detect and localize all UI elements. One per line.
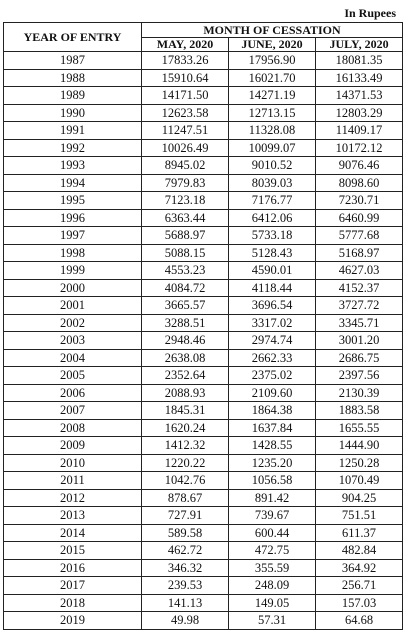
table-row <box>4 174 403 192</box>
may-2020-cell: 462.72 <box>142 542 229 560</box>
table-row <box>4 507 403 525</box>
may-2020-cell: 727.91 <box>142 507 229 525</box>
table-row <box>4 297 403 315</box>
year-cell: 2014 <box>4 524 142 542</box>
june-2020-cell: 1235.20 <box>229 454 316 472</box>
may-2020-cell: 10026.49 <box>142 139 229 157</box>
year-cell: 1999 <box>4 262 142 280</box>
july-2020-cell: 2397.56 <box>316 367 403 385</box>
june-2020-cell: 739.67 <box>229 507 316 525</box>
july-2020-cell: 5777.68 <box>316 227 403 245</box>
july-2020-cell: 11409.17 <box>316 122 403 140</box>
june-2020-cell: 4590.01 <box>229 262 316 280</box>
july-2020-cell: 18081.35 <box>316 52 403 70</box>
july-2020-cell: 157.03 <box>316 594 403 612</box>
july-2020-cell: 2130.39 <box>316 384 403 402</box>
year-cell: 2016 <box>4 559 142 577</box>
june-2020-cell: 2109.60 <box>229 384 316 402</box>
may-2020-cell: 17833.26 <box>142 52 229 70</box>
year-cell: 2008 <box>4 419 142 437</box>
year-of-entry-header: YEAR OF ENTRY <box>4 23 142 52</box>
july-2020-cell: 3727.72 <box>316 297 403 315</box>
year-cell: 2001 <box>4 297 142 315</box>
cessation-table <box>3 22 403 630</box>
july-2020-cell: 611.37 <box>316 524 403 542</box>
may-2020-cell: 49.98 <box>142 612 229 630</box>
year-cell: 1998 <box>4 244 142 262</box>
table-row <box>4 472 403 490</box>
june-2020-cell: 5733.18 <box>229 227 316 245</box>
table-row <box>4 419 403 437</box>
june-2020-cell: 355.59 <box>229 559 316 577</box>
may-2020-cell: 2352.64 <box>142 367 229 385</box>
table-row <box>4 104 403 122</box>
year-cell: 1988 <box>4 69 142 87</box>
june-2020-cell: 472.75 <box>229 542 316 560</box>
june-2020-cell: 2375.02 <box>229 367 316 385</box>
july-2020-cell: 1883.58 <box>316 402 403 420</box>
july-2020-cell: 1655.55 <box>316 419 403 437</box>
july-2020-cell: 1070.49 <box>316 472 403 490</box>
table-row <box>4 262 403 280</box>
july-2020-cell: 4627.03 <box>316 262 403 280</box>
july-2020-cell: 14371.53 <box>316 87 403 105</box>
year-cell: 1990 <box>4 104 142 122</box>
table-row <box>4 279 403 297</box>
month-header-may: MAY, 2020 <box>142 38 229 52</box>
table-row <box>4 489 403 507</box>
table-row <box>4 244 403 262</box>
year-cell: 2004 <box>4 349 142 367</box>
table-row <box>4 122 403 140</box>
table-row <box>4 384 403 402</box>
year-cell: 2015 <box>4 542 142 560</box>
may-2020-cell: 878.67 <box>142 489 229 507</box>
june-2020-cell: 891.42 <box>229 489 316 507</box>
may-2020-cell: 589.58 <box>142 524 229 542</box>
june-2020-cell: 10099.07 <box>229 139 316 157</box>
june-2020-cell: 600.44 <box>229 524 316 542</box>
may-2020-cell: 14171.50 <box>142 87 229 105</box>
month-header-july: JULY, 2020 <box>316 38 403 52</box>
year-cell: 2007 <box>4 402 142 420</box>
july-2020-cell: 751.51 <box>316 507 403 525</box>
year-cell: 1989 <box>4 87 142 105</box>
june-2020-cell: 9010.52 <box>229 157 316 175</box>
table-row <box>4 52 403 70</box>
june-2020-cell: 12713.15 <box>229 104 316 122</box>
july-2020-cell: 2686.75 <box>316 349 403 367</box>
year-cell: 1992 <box>4 139 142 157</box>
table-row <box>4 192 403 210</box>
july-2020-cell: 904.25 <box>316 489 403 507</box>
table-row <box>4 559 403 577</box>
june-2020-cell: 4118.44 <box>229 279 316 297</box>
table-row <box>4 314 403 332</box>
may-2020-cell: 3288.51 <box>142 314 229 332</box>
july-2020-cell: 12803.29 <box>316 104 403 122</box>
year-cell: 1997 <box>4 227 142 245</box>
year-cell: 2006 <box>4 384 142 402</box>
july-2020-cell: 1250.28 <box>316 454 403 472</box>
year-cell: 1991 <box>4 122 142 140</box>
june-2020-cell: 14271.19 <box>229 87 316 105</box>
year-cell: 2000 <box>4 279 142 297</box>
may-2020-cell: 1620.24 <box>142 419 229 437</box>
table-row <box>4 454 403 472</box>
table-row <box>4 367 403 385</box>
may-2020-cell: 7123.18 <box>142 192 229 210</box>
year-cell: 2012 <box>4 489 142 507</box>
year-cell: 2002 <box>4 314 142 332</box>
table-row <box>4 577 403 595</box>
june-2020-cell: 248.09 <box>229 577 316 595</box>
june-2020-cell: 5128.43 <box>229 244 316 262</box>
july-2020-cell: 4152.37 <box>316 279 403 297</box>
june-2020-cell: 1056.58 <box>229 472 316 490</box>
may-2020-cell: 15910.64 <box>142 69 229 87</box>
july-2020-cell: 3001.20 <box>316 332 403 350</box>
may-2020-cell: 239.53 <box>142 577 229 595</box>
july-2020-cell: 8098.60 <box>316 174 403 192</box>
year-cell: 2013 <box>4 507 142 525</box>
may-2020-cell: 1845.31 <box>142 402 229 420</box>
june-2020-cell: 17956.90 <box>229 52 316 70</box>
year-cell: 1993 <box>4 157 142 175</box>
table-row <box>4 209 403 227</box>
table-row <box>4 349 403 367</box>
july-2020-cell: 256.71 <box>316 577 403 595</box>
year-cell: 2018 <box>4 594 142 612</box>
july-2020-cell: 482.84 <box>316 542 403 560</box>
june-2020-cell: 11328.08 <box>229 122 316 140</box>
june-2020-cell: 57.31 <box>229 612 316 630</box>
july-2020-cell: 7230.71 <box>316 192 403 210</box>
june-2020-cell: 7176.77 <box>229 192 316 210</box>
june-2020-cell: 2974.74 <box>229 332 316 350</box>
july-2020-cell: 6460.99 <box>316 209 403 227</box>
year-cell: 2009 <box>4 437 142 455</box>
table-row <box>4 87 403 105</box>
june-2020-cell: 1864.38 <box>229 402 316 420</box>
year-cell: 1994 <box>4 174 142 192</box>
may-2020-cell: 8945.02 <box>142 157 229 175</box>
may-2020-cell: 4084.72 <box>142 279 229 297</box>
table-row <box>4 612 403 630</box>
july-2020-cell: 9076.46 <box>316 157 403 175</box>
table-row <box>4 69 403 87</box>
may-2020-cell: 3665.57 <box>142 297 229 315</box>
may-2020-cell: 346.32 <box>142 559 229 577</box>
june-2020-cell: 6412.06 <box>229 209 316 227</box>
june-2020-cell: 16021.70 <box>229 69 316 87</box>
table-row <box>4 157 403 175</box>
may-2020-cell: 6363.44 <box>142 209 229 227</box>
june-2020-cell: 1637.84 <box>229 419 316 437</box>
july-2020-cell: 64.68 <box>316 612 403 630</box>
july-2020-cell: 16133.49 <box>316 69 403 87</box>
table-row <box>4 524 403 542</box>
table-row <box>4 437 403 455</box>
june-2020-cell: 1428.55 <box>229 437 316 455</box>
may-2020-cell: 2088.93 <box>142 384 229 402</box>
june-2020-cell: 3696.54 <box>229 297 316 315</box>
table-row <box>4 227 403 245</box>
june-2020-cell: 8039.03 <box>229 174 316 192</box>
year-cell: 1996 <box>4 209 142 227</box>
july-2020-cell: 5168.97 <box>316 244 403 262</box>
table-row <box>4 139 403 157</box>
year-cell: 2010 <box>4 454 142 472</box>
july-2020-cell: 10172.12 <box>316 139 403 157</box>
june-2020-cell: 149.05 <box>229 594 316 612</box>
may-2020-cell: 4553.23 <box>142 262 229 280</box>
may-2020-cell: 12623.58 <box>142 104 229 122</box>
year-cell: 2005 <box>4 367 142 385</box>
july-2020-cell: 1444.90 <box>316 437 403 455</box>
may-2020-cell: 5688.97 <box>142 227 229 245</box>
table-body <box>4 52 403 630</box>
june-2020-cell: 3317.02 <box>229 314 316 332</box>
table-header <box>4 23 403 52</box>
may-2020-cell: 5088.15 <box>142 244 229 262</box>
month-header-june: JUNE, 2020 <box>229 38 316 52</box>
table-row <box>4 332 403 350</box>
july-2020-cell: 3345.71 <box>316 314 403 332</box>
year-cell: 1995 <box>4 192 142 210</box>
year-cell: 2019 <box>4 612 142 630</box>
may-2020-cell: 2948.46 <box>142 332 229 350</box>
year-cell: 2017 <box>4 577 142 595</box>
month-of-cessation-header: MONTH OF CESSATION <box>142 23 403 38</box>
may-2020-cell: 7979.83 <box>142 174 229 192</box>
may-2020-cell: 141.13 <box>142 594 229 612</box>
july-2020-cell: 364.92 <box>316 559 403 577</box>
may-2020-cell: 2638.08 <box>142 349 229 367</box>
year-cell: 1987 <box>4 52 142 70</box>
year-cell: 2011 <box>4 472 142 490</box>
currency-unit-label: In Rupees <box>344 6 396 20</box>
june-2020-cell: 2662.33 <box>229 349 316 367</box>
may-2020-cell: 1412.32 <box>142 437 229 455</box>
may-2020-cell: 11247.51 <box>142 122 229 140</box>
may-2020-cell: 1220.22 <box>142 454 229 472</box>
year-cell: 2003 <box>4 332 142 350</box>
table-row <box>4 542 403 560</box>
table-row <box>4 402 403 420</box>
may-2020-cell: 1042.76 <box>142 472 229 490</box>
